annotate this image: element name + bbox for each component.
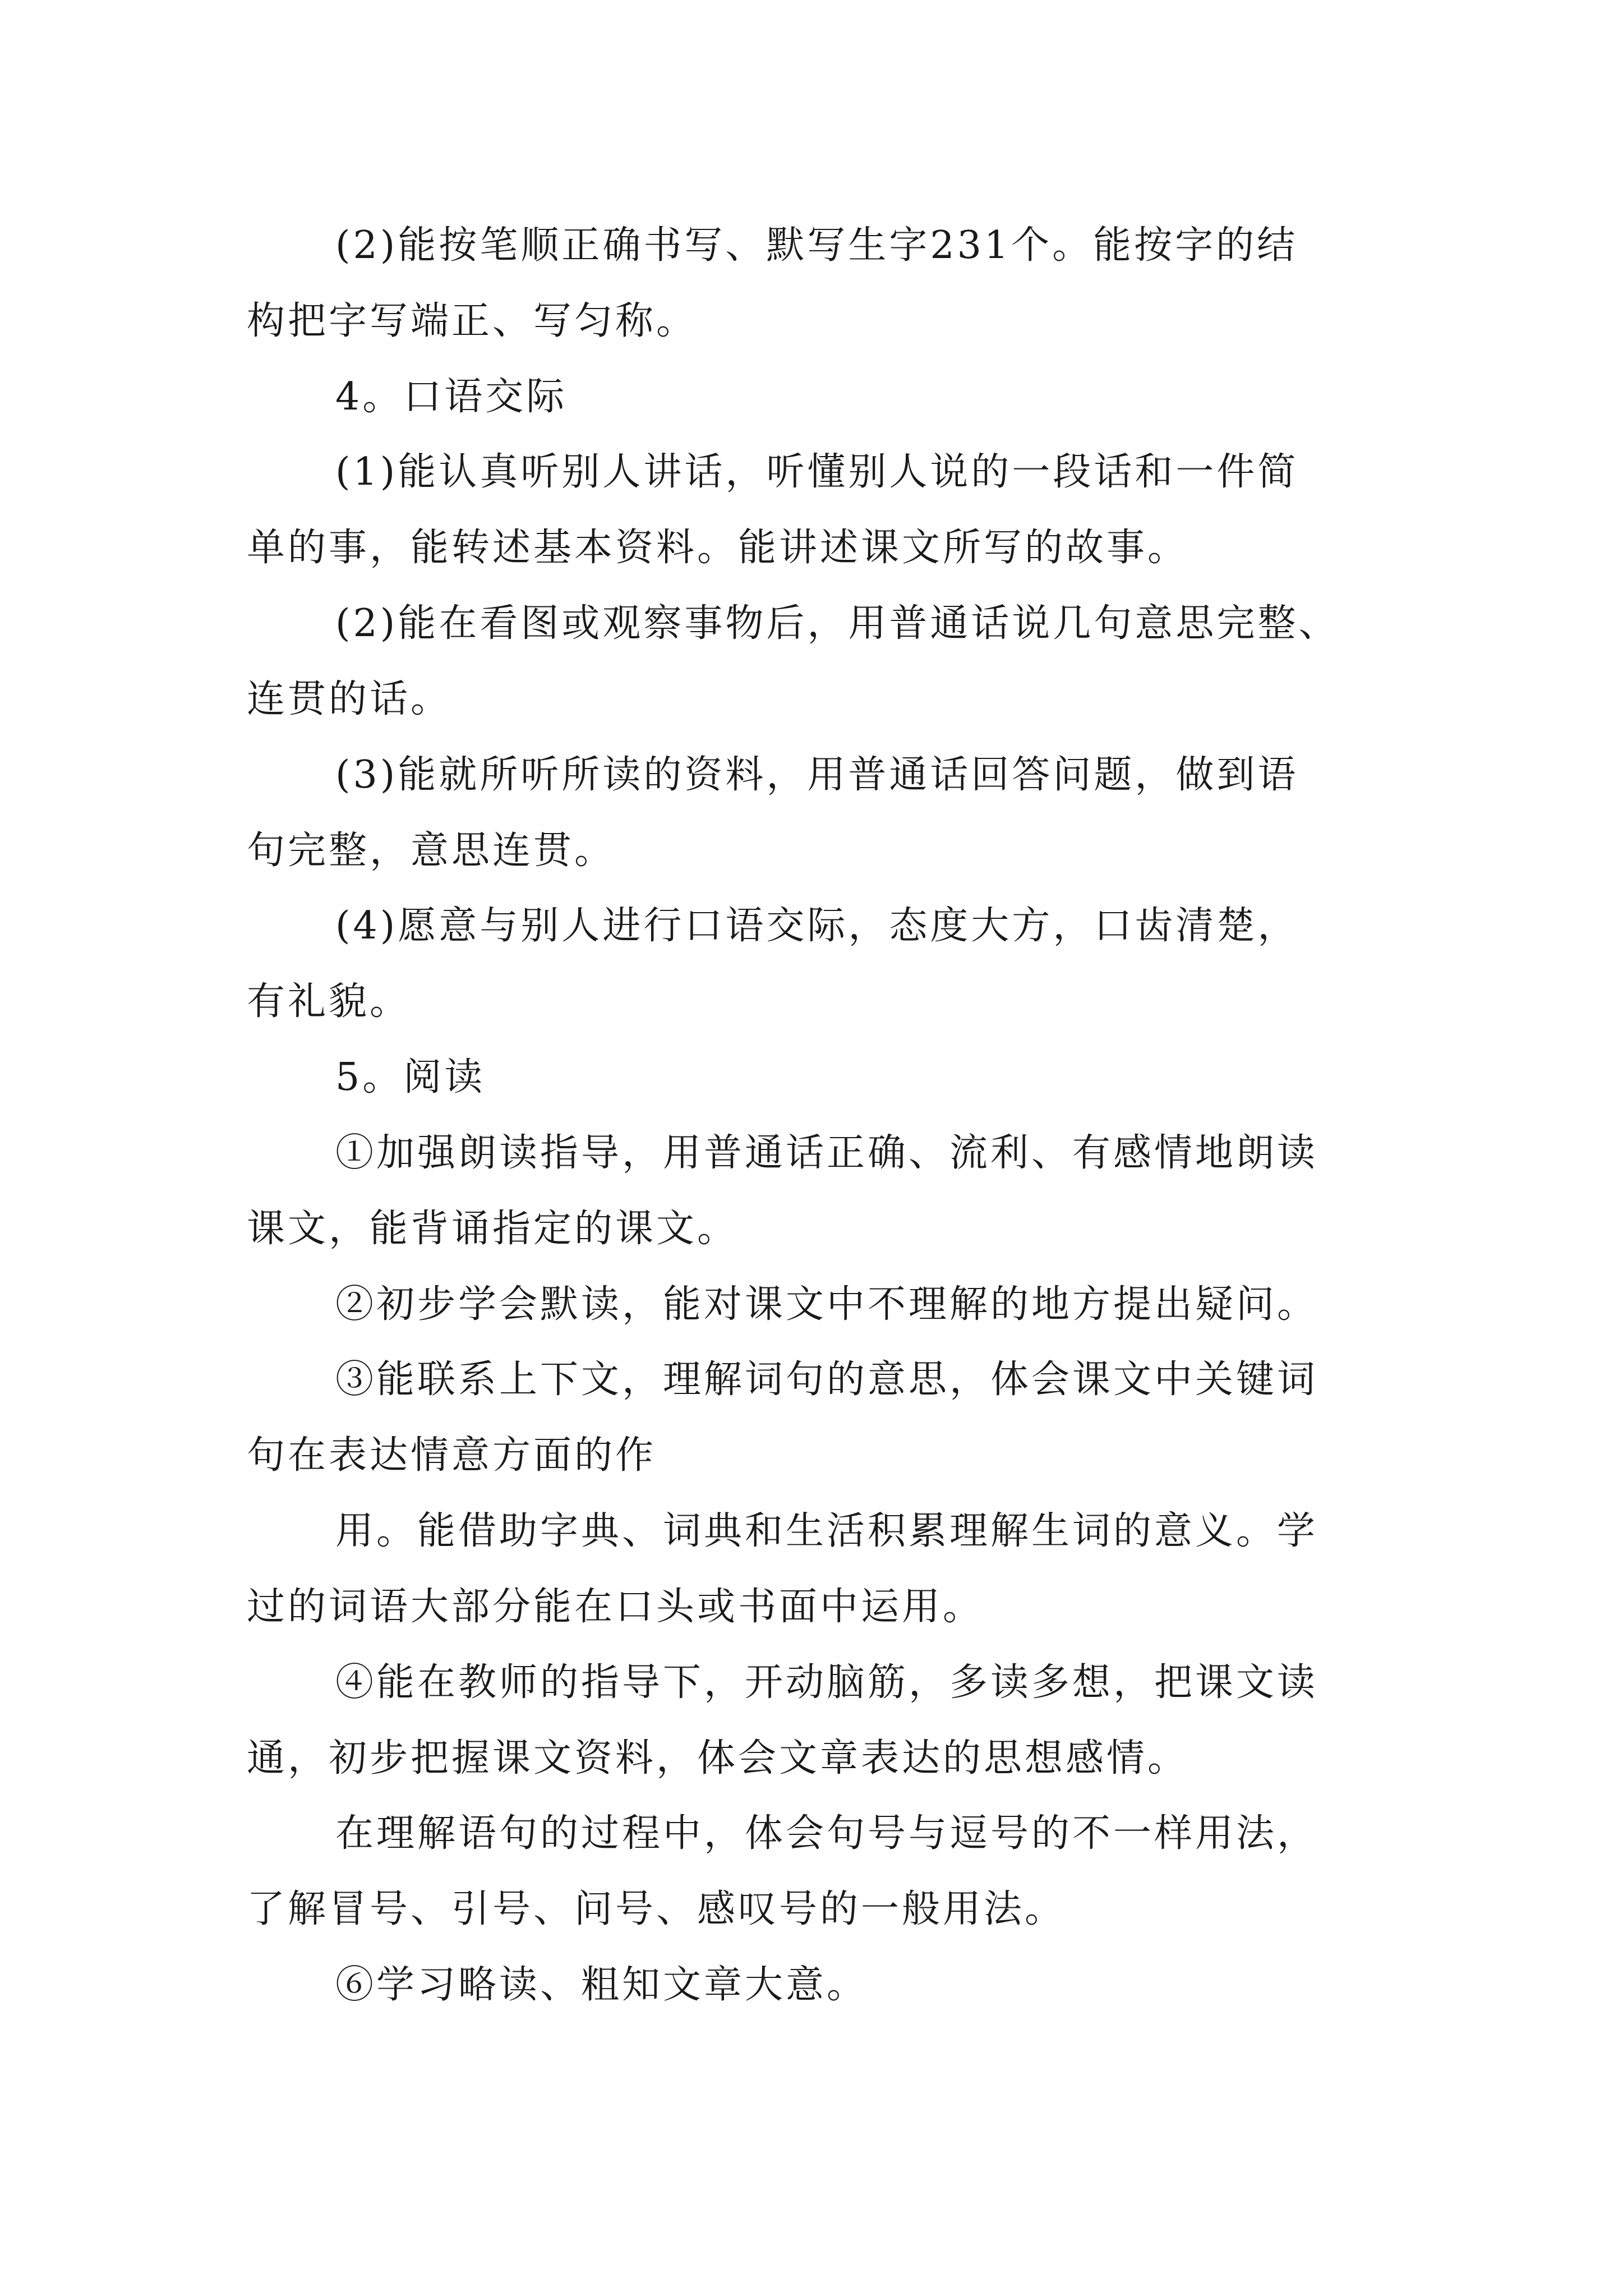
paragraph-line: 连贯的话。 [247,677,452,721]
paragraph-line: 课文，能背诵指定的课文。 [247,1207,739,1251]
paragraph-line: (2)能按笔顺正确书写、默写生字231个。能按字的结 [335,223,1298,268]
paragraph-line: 在理解语句的过程中，体会句号与逗号的不一样用法， [335,1811,1318,1856]
paragraph-line: 构把字写端正、写匀称。 [247,299,698,343]
paragraph-line: 句在表达情意方面的作 [247,1433,657,1478]
paragraph-line: 用。能借助字典、词典和生活积累理解生词的意义。学 [335,1509,1318,1553]
section-heading: 5。阅读 [335,1055,486,1099]
paragraph-line: (2)能在看图或观察事物后，用普通话说几句意思完整、 [335,601,1340,646]
paragraph-line: ①加强朗读指导，用普通话正确、流利、有感情地朗读 [335,1131,1318,1175]
paragraph-line: ②初步学会默读，能对课文中不理解的地方提出疑问。 [335,1282,1318,1327]
paragraph-line: ④能在教师的指导下，开动脑筋，多读多想，把课文读 [335,1660,1318,1705]
paragraph-line: (1)能认真听别人讲话，听懂别人说的一段话和一件简 [335,450,1299,494]
paragraph-line: (4)愿意与别人进行口语交际，态度大方，口齿清楚， [335,904,1299,948]
paragraph-line: ③能联系上下文，理解词句的意思，体会课文中关键词 [335,1358,1318,1402]
paragraph-line: 句完整，意思连贯。 [247,829,616,873]
paragraph-line: (3)能就所听所读的资料，用普通话回答问题，做到语 [335,753,1299,797]
paragraph-line: 过的词语大部分能在口头或书面中运用。 [247,1585,984,1629]
paragraph-line: 单的事，能转述基本资料。能讲述课文所写的故事。 [247,526,1189,570]
paragraph-line: 通，初步把握课文资料，体会文章表达的思想感情。 [247,1736,1189,1780]
paragraph-line: 了解冒号、引号、问号、感叹号的一般用法。 [247,1887,1066,1931]
paragraph-line: 有礼貌。 [247,979,411,1024]
section-heading: 4。口语交际 [335,375,568,419]
paragraph-line: ⑥学习略读、粗知文章大意。 [335,1963,868,2007]
